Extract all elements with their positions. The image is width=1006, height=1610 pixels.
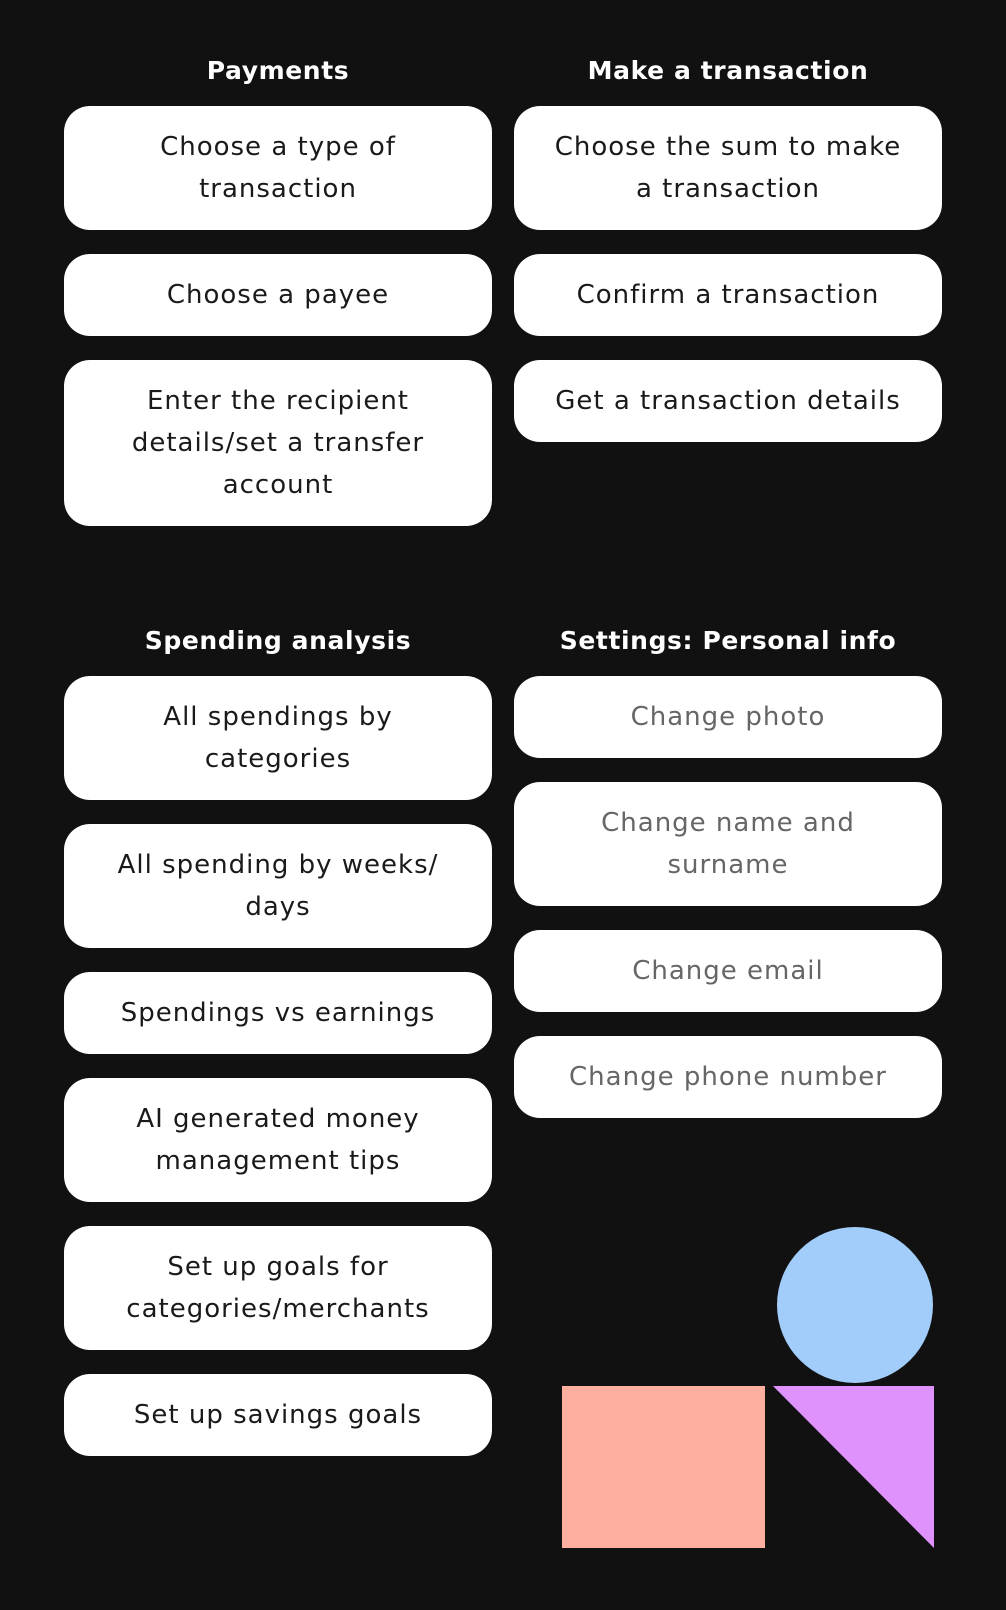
card-enter-recipient-details[interactable]: Enter the recipient details/set a transfer account	[64, 360, 492, 526]
section-title-payments: Payments	[206, 56, 350, 85]
section-title-settings-personal-info: Settings: Personal info	[559, 626, 897, 655]
card-confirm-transaction[interactable]: Confirm a transaction	[514, 254, 942, 336]
section-title-make-transaction: Make a transaction	[587, 56, 869, 85]
card-spendings-by-categories[interactable]: All spendings by categories	[64, 676, 492, 800]
card-ai-money-tips[interactable]: AI generated money management tips	[64, 1078, 492, 1202]
card-change-name-surname[interactable]: Change name and surname	[514, 782, 942, 906]
card-choose-sum[interactable]: Choose the sum to make a transaction	[514, 106, 942, 230]
card-transaction-details[interactable]: Get a transaction details	[514, 360, 942, 442]
card-spending-by-weeks-days[interactable]: All spending by weeks/ days	[64, 824, 492, 948]
triangle-icon	[773, 1386, 934, 1548]
decorative-shapes	[560, 1224, 940, 1550]
section-title-spending-analysis: Spending analysis	[144, 626, 412, 655]
card-change-phone-number[interactable]: Change phone number	[514, 1036, 942, 1118]
card-change-photo[interactable]: Change photo	[514, 676, 942, 758]
card-spendings-vs-earnings[interactable]: Spendings vs earnings	[64, 972, 492, 1054]
circle-icon	[777, 1227, 933, 1383]
card-savings-goals[interactable]: Set up savings goals	[64, 1374, 492, 1456]
square-icon	[562, 1386, 765, 1548]
card-goals-categories-merchants[interactable]: Set up goals for categories/merchants	[64, 1226, 492, 1350]
card-choose-payee[interactable]: Choose a payee	[64, 254, 492, 336]
card-choose-transaction-type[interactable]: Choose a type of transaction	[64, 106, 492, 230]
card-change-email[interactable]: Change email	[514, 930, 942, 1012]
